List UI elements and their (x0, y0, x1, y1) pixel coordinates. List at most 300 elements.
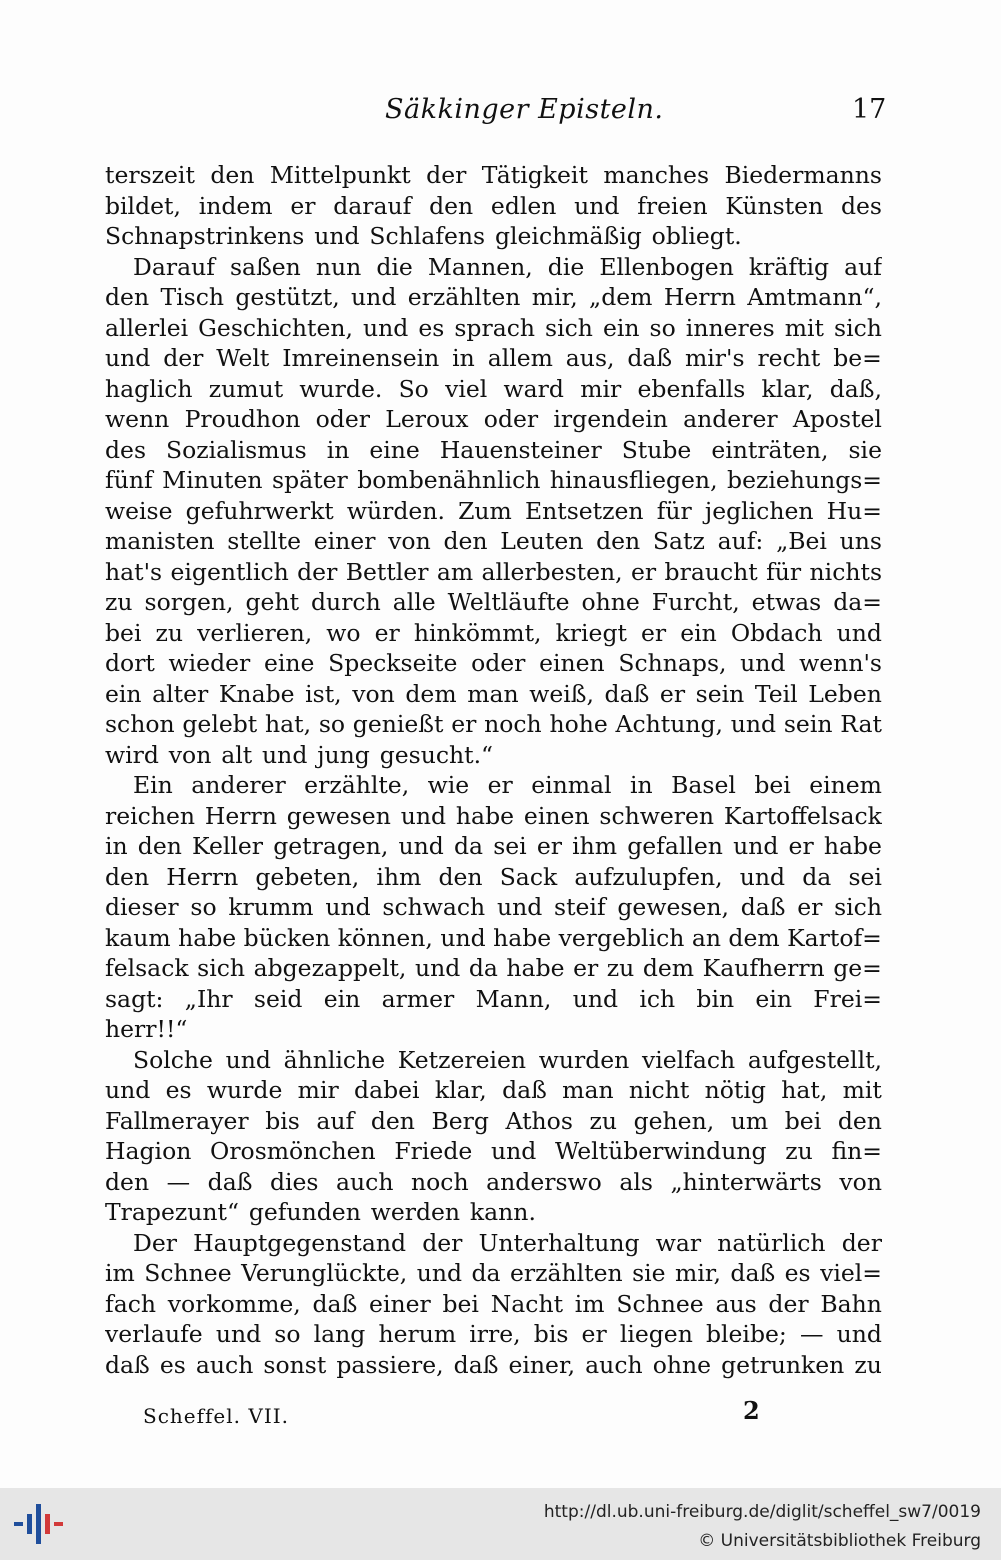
text-line (105, 282, 882, 313)
text-word: auf (316, 1106, 355, 1135)
text-word: man (562, 1076, 614, 1104)
text-word: auch (585, 1350, 643, 1379)
text-word: eine (369, 435, 420, 464)
text-word: an (691, 923, 721, 952)
text-word: und (496, 893, 543, 921)
text-word: es (165, 1076, 192, 1104)
text-word: eigentlich (170, 557, 289, 586)
text-word: Weltläufte (447, 588, 570, 616)
text-line (105, 648, 882, 679)
text-word: — (166, 1167, 191, 1196)
text-word: für (766, 557, 802, 586)
text-word: und (363, 313, 409, 342)
text-line (105, 252, 882, 283)
text-line (105, 862, 882, 893)
text-word: habe (823, 832, 882, 860)
text-word: und (740, 649, 786, 677)
text-word: ge= (833, 954, 882, 982)
text-word: „Ihr (184, 984, 233, 1013)
text-word: und (730, 710, 777, 738)
text-word: der (768, 1289, 809, 1318)
text-word: aus (715, 1289, 757, 1318)
text-word: Imreinensein (282, 344, 440, 372)
text-line (105, 160, 882, 191)
text-word: können, (337, 923, 433, 952)
text-word: gefunden (248, 1198, 361, 1226)
text-word: er (581, 1320, 607, 1348)
text-word: hat, (265, 710, 312, 738)
text-word: bei (442, 1289, 479, 1318)
text-word: er (659, 679, 686, 708)
text-word: sich (545, 313, 593, 342)
text-word: viel= (820, 1259, 882, 1287)
text-word: den (837, 1106, 882, 1135)
text-word: ist, (305, 679, 342, 708)
text-word: habe (493, 923, 552, 952)
text-line (105, 1258, 882, 1289)
text-word: obliegt. (651, 222, 742, 250)
text-word: ein (105, 679, 142, 708)
permalink-url[interactable]: http://dl.ub.uni-freiburg.de/diglit/scheffel_sw7/0019 (543, 1502, 981, 1522)
text-word: wurde (206, 1076, 283, 1104)
text-word: so (649, 313, 676, 342)
text-word: den (210, 161, 255, 189)
text-word: weise (105, 496, 173, 525)
text-word: liegen (619, 1320, 693, 1348)
text-word: aufzulupfen, (574, 862, 723, 891)
text-word: erzählten (407, 283, 521, 311)
text-word: und (398, 832, 444, 860)
text-word: um (730, 1106, 769, 1135)
text-word: ward (503, 374, 564, 403)
text-word: er (536, 832, 562, 860)
text-word: einen (539, 649, 605, 677)
text-word: Schnaps, (618, 649, 727, 677)
text-word: lang (313, 1320, 366, 1348)
text-word: später (272, 466, 348, 494)
text-word: fünf (105, 466, 153, 494)
text-word: seid (253, 984, 303, 1013)
text-word: nun (315, 252, 362, 281)
text-word: sein (695, 679, 745, 708)
text-line (105, 892, 882, 923)
text-word: und (325, 893, 371, 921)
text-word: im (574, 1289, 605, 1318)
text-word: getragen, (273, 832, 389, 860)
text-word: von (352, 679, 395, 708)
text-word: daß (207, 1167, 253, 1196)
text-word: und (836, 1320, 882, 1348)
body-text (105, 160, 882, 1380)
text-word: nicht (628, 1076, 690, 1104)
text-line (105, 1289, 882, 1320)
text-word: und (414, 954, 461, 982)
text-line (105, 984, 882, 1015)
text-word: erzählten (509, 1259, 623, 1287)
text-word: Orosmönchen (210, 1137, 376, 1165)
text-word: kaum (105, 923, 171, 952)
text-word: Frei= (813, 984, 882, 1013)
text-word: auf: (717, 527, 764, 555)
text-word: vergeblich (558, 923, 685, 952)
text-line (105, 1350, 882, 1381)
text-line (105, 1228, 882, 1259)
text-word: bücken (243, 923, 331, 952)
text-word: den (105, 1167, 150, 1196)
text-line (105, 221, 882, 252)
text-word: haglich (105, 374, 193, 403)
text-line (105, 618, 882, 649)
text-line (105, 831, 882, 862)
text-word: dem (728, 923, 780, 952)
text-word: Leben (808, 679, 882, 708)
text-word: bildet, (105, 191, 181, 220)
running-head (0, 94, 1001, 134)
text-word: dem (405, 679, 457, 708)
text-word: oder (483, 405, 539, 433)
text-word: gelebt (182, 710, 258, 738)
text-word: des (840, 191, 882, 220)
text-word: Hauensteiner (439, 435, 602, 464)
text-word: vielfach (641, 1045, 736, 1074)
text-word: und (400, 801, 447, 830)
text-word: so (274, 1320, 301, 1348)
text-word: terszeit (105, 161, 195, 189)
text-word: oder (471, 649, 526, 677)
text-word: es (784, 1259, 811, 1287)
text-word: Hu= (826, 496, 882, 525)
text-word: er (374, 618, 400, 647)
text-word: ich (639, 984, 676, 1013)
text-word: bombenähnlich (357, 466, 541, 494)
text-word: noch (411, 1167, 469, 1196)
text-word: der (422, 1228, 463, 1257)
text-word: Verunglückte, (241, 1259, 408, 1287)
text-word: zu (589, 1106, 617, 1135)
text-word: daß (740, 893, 786, 921)
text-word: Der (133, 1228, 177, 1257)
text-word: kriegt (555, 618, 627, 647)
text-word: noch (484, 710, 542, 738)
text-word: er (788, 832, 814, 860)
text-word: daß (312, 1289, 358, 1318)
text-line (105, 313, 882, 344)
text-word: mir's (685, 344, 745, 372)
text-word: krumm (228, 893, 314, 921)
text-word: hohe (549, 710, 608, 738)
text-word: am (436, 557, 474, 586)
text-word: Ketzereien (397, 1045, 527, 1074)
text-word: hinkömmt, (413, 618, 542, 647)
text-word: sorgen, (144, 588, 234, 616)
text-word: nichts (809, 557, 882, 586)
text-word: anderer (683, 405, 778, 433)
text-word: dort (105, 649, 155, 677)
text-word: zumut (208, 374, 284, 403)
text-word: irre, (469, 1320, 521, 1348)
text-word: wurden (538, 1045, 630, 1074)
text-word: auch (336, 1167, 394, 1196)
text-word: die (376, 252, 413, 281)
text-word: Athos (505, 1106, 573, 1135)
text-word: würden. (346, 496, 445, 525)
text-word: Hagion (105, 1137, 192, 1165)
text-word: Kaufherrn (702, 954, 825, 982)
text-word: gleichmäßig (494, 222, 642, 250)
text-word: in (630, 771, 653, 799)
text-word: Herrn (204, 801, 277, 830)
text-word: mir, (531, 283, 578, 311)
text-word: Bettler (345, 557, 429, 586)
text-word: mir, (675, 1259, 721, 1287)
text-word: ihm (572, 832, 618, 860)
text-word: den (370, 1106, 415, 1135)
text-word: sein (783, 710, 833, 738)
text-line (105, 1014, 882, 1045)
text-word: sie (632, 1259, 666, 1287)
text-word: natürlich (717, 1228, 826, 1257)
text-word: Sack (499, 862, 558, 891)
signature-number: 2 (743, 1396, 760, 1425)
text-word: allerlei (105, 313, 189, 342)
text-word: Speckseite (328, 649, 458, 677)
text-word: sich (834, 893, 882, 921)
text-word: daß (453, 1350, 499, 1379)
text-word: den (105, 862, 150, 891)
text-word: Proudhon (184, 405, 301, 433)
text-word: bei (784, 1106, 822, 1135)
text-word: erzählte, (304, 771, 410, 799)
text-word: eine (263, 649, 315, 677)
text-word: Welt (216, 344, 270, 372)
text-word: sprach (454, 313, 536, 342)
text-word: schon (105, 710, 175, 738)
text-word: uns (839, 527, 882, 555)
text-word: sich (197, 954, 246, 982)
text-word: be= (833, 344, 882, 372)
text-word: alt (221, 740, 253, 769)
text-word: in (326, 435, 350, 464)
text-word: Basel (671, 771, 736, 799)
text-word: daß (502, 1076, 547, 1104)
text-word: einen (523, 801, 590, 830)
text-word: aufgestellt, (747, 1045, 882, 1074)
text-word: er (290, 191, 316, 220)
text-word: Keller (192, 832, 264, 860)
text-word: werden (370, 1198, 461, 1226)
text-word: Leuten (500, 527, 584, 555)
text-word: Leroux (385, 405, 469, 433)
text-word: allem (487, 344, 553, 372)
text-word: und (105, 344, 151, 372)
text-word: ebenfalls (637, 374, 746, 403)
ub-freiburg-logo-icon[interactable] (14, 1500, 64, 1548)
text-line (105, 923, 882, 954)
text-word: darauf (333, 191, 412, 220)
text-word: den (137, 832, 182, 860)
text-line (105, 191, 882, 222)
text-line (105, 1106, 882, 1137)
text-word: ohne (652, 1350, 712, 1379)
text-word: steif (554, 893, 606, 921)
text-word: zu (155, 618, 184, 647)
text-word: sei (493, 832, 527, 860)
text-word: klar, (761, 374, 814, 403)
text-word: hinausfliegen, (549, 466, 718, 494)
text-word: Berg (431, 1106, 489, 1135)
text-word: allerbesten, (481, 557, 623, 586)
text-word: sich (834, 313, 882, 342)
text-word: sagt: (105, 984, 164, 1013)
text-word: Unterhaltung (478, 1228, 640, 1257)
text-word: auf (844, 252, 882, 281)
text-word: da= (833, 588, 882, 616)
text-line (105, 587, 882, 618)
text-word: ein (323, 984, 361, 1013)
text-word: so (190, 893, 217, 921)
text-word: genießt (352, 710, 444, 738)
text-word: einer, (508, 1350, 576, 1379)
text-word: es (418, 313, 445, 342)
text-word: den (596, 527, 641, 555)
text-word: mit (784, 313, 824, 342)
text-word: dabei (354, 1076, 420, 1104)
text-word: von (388, 527, 431, 555)
text-word: einer (313, 527, 376, 555)
copyright-notice: © Universitätsbibliothek Freiburg (698, 1531, 981, 1551)
text-word: Weltüberwindung (554, 1137, 767, 1165)
text-word: und (225, 1045, 271, 1074)
text-word: wieder (168, 649, 251, 677)
text-word: saßen (230, 252, 301, 281)
text-word: aus, (565, 344, 615, 372)
text-word: sonst (263, 1350, 327, 1379)
text-word: einer (369, 1289, 431, 1318)
text-word: wie (427, 771, 470, 799)
text-line (105, 496, 882, 527)
text-word: Schlafens (369, 222, 486, 250)
text-word: Biedermanns (724, 161, 882, 189)
text-word: dieser (105, 893, 179, 921)
text-word: so (318, 710, 346, 738)
text-word: gewesen, (617, 893, 729, 921)
text-word: mir (580, 374, 622, 403)
text-word: Stube (621, 435, 692, 464)
text-word: da (468, 954, 498, 982)
text-word: klar, (434, 1076, 487, 1104)
text-word: manches (603, 161, 710, 189)
text-word: hat's (105, 557, 163, 586)
text-word: und (262, 740, 308, 769)
text-word: gewesen (286, 801, 391, 830)
text-line (105, 1045, 882, 1076)
text-word: und (490, 1137, 537, 1165)
text-line (105, 557, 882, 588)
text-word: zu (606, 954, 635, 982)
text-word: herum (378, 1320, 457, 1348)
text-word: Bahn (820, 1289, 882, 1318)
text-word: getrunken (721, 1350, 845, 1379)
text-word: recht (757, 344, 821, 372)
text-line (105, 526, 882, 557)
text-word: mit (842, 1076, 882, 1104)
text-word: ein (602, 313, 640, 342)
running-title: Säkkinger Episteln. (385, 94, 664, 125)
text-word: bin (696, 984, 735, 1013)
text-word: bei (105, 618, 142, 647)
text-word: gebeten, (255, 862, 360, 891)
text-word: ihm (376, 862, 422, 891)
text-word: abgezappelt, (253, 954, 407, 982)
text-word: passiere, (336, 1350, 444, 1379)
text-word: kräftig (748, 252, 830, 281)
text-word: habe (178, 923, 237, 952)
text-line (105, 1167, 882, 1198)
text-word: Nacht (490, 1289, 564, 1318)
text-word: sie (848, 435, 882, 464)
text-word: felsack (105, 954, 189, 982)
text-word: der (426, 161, 467, 189)
text-word: edlen (490, 191, 557, 220)
text-word: Mittelpunkt (269, 161, 411, 189)
text-word: und (836, 618, 882, 647)
text-word: daß (105, 1350, 150, 1379)
text-word: Friede (394, 1137, 473, 1165)
text-word: daß (604, 679, 650, 708)
text-word: und (105, 1076, 151, 1104)
text-word: zu (105, 588, 133, 616)
text-word: den (443, 527, 488, 555)
text-word: freien (637, 191, 708, 220)
text-word: auch (195, 1350, 254, 1379)
text-word: Schnee (616, 1289, 704, 1318)
text-word: der (163, 344, 204, 372)
text-word: einmal (531, 771, 612, 799)
text-word: durch (311, 588, 381, 616)
text-word: habe (506, 954, 565, 982)
text-word: anderswo (486, 1167, 602, 1196)
text-word: und (314, 222, 360, 250)
text-word: bleibe; (705, 1320, 787, 1348)
text-line (105, 1075, 882, 1106)
text-word: und (733, 832, 779, 860)
text-word: verlieren, (197, 618, 313, 647)
text-word: gefallen (627, 832, 723, 860)
text-word: gesucht.“ (379, 740, 494, 769)
text-word: und (572, 984, 619, 1013)
text-word: Trapezunt“ (105, 1198, 239, 1226)
text-word: Tätigkeit (481, 161, 588, 189)
text-word: alle (392, 588, 436, 616)
printer-signature: Scheffel. VII. (143, 1404, 289, 1428)
text-word: er (797, 893, 823, 921)
text-word: Kartoffelsack (723, 801, 882, 830)
text-word: bis (533, 1320, 569, 1348)
text-word: er (573, 954, 599, 982)
text-word: Mannen, (427, 252, 533, 281)
text-word: manisten (105, 527, 215, 555)
text-line (105, 1136, 882, 1167)
text-word: jeglichen (704, 496, 814, 525)
text-line (105, 404, 882, 435)
text-word: gehen, (633, 1106, 715, 1135)
text-word: anderer (191, 771, 286, 799)
text-line (105, 1319, 882, 1350)
text-word: „dem (589, 283, 653, 311)
text-word: einträten, (711, 435, 829, 464)
text-word: Zum (458, 496, 512, 525)
text-word: die (547, 252, 585, 281)
